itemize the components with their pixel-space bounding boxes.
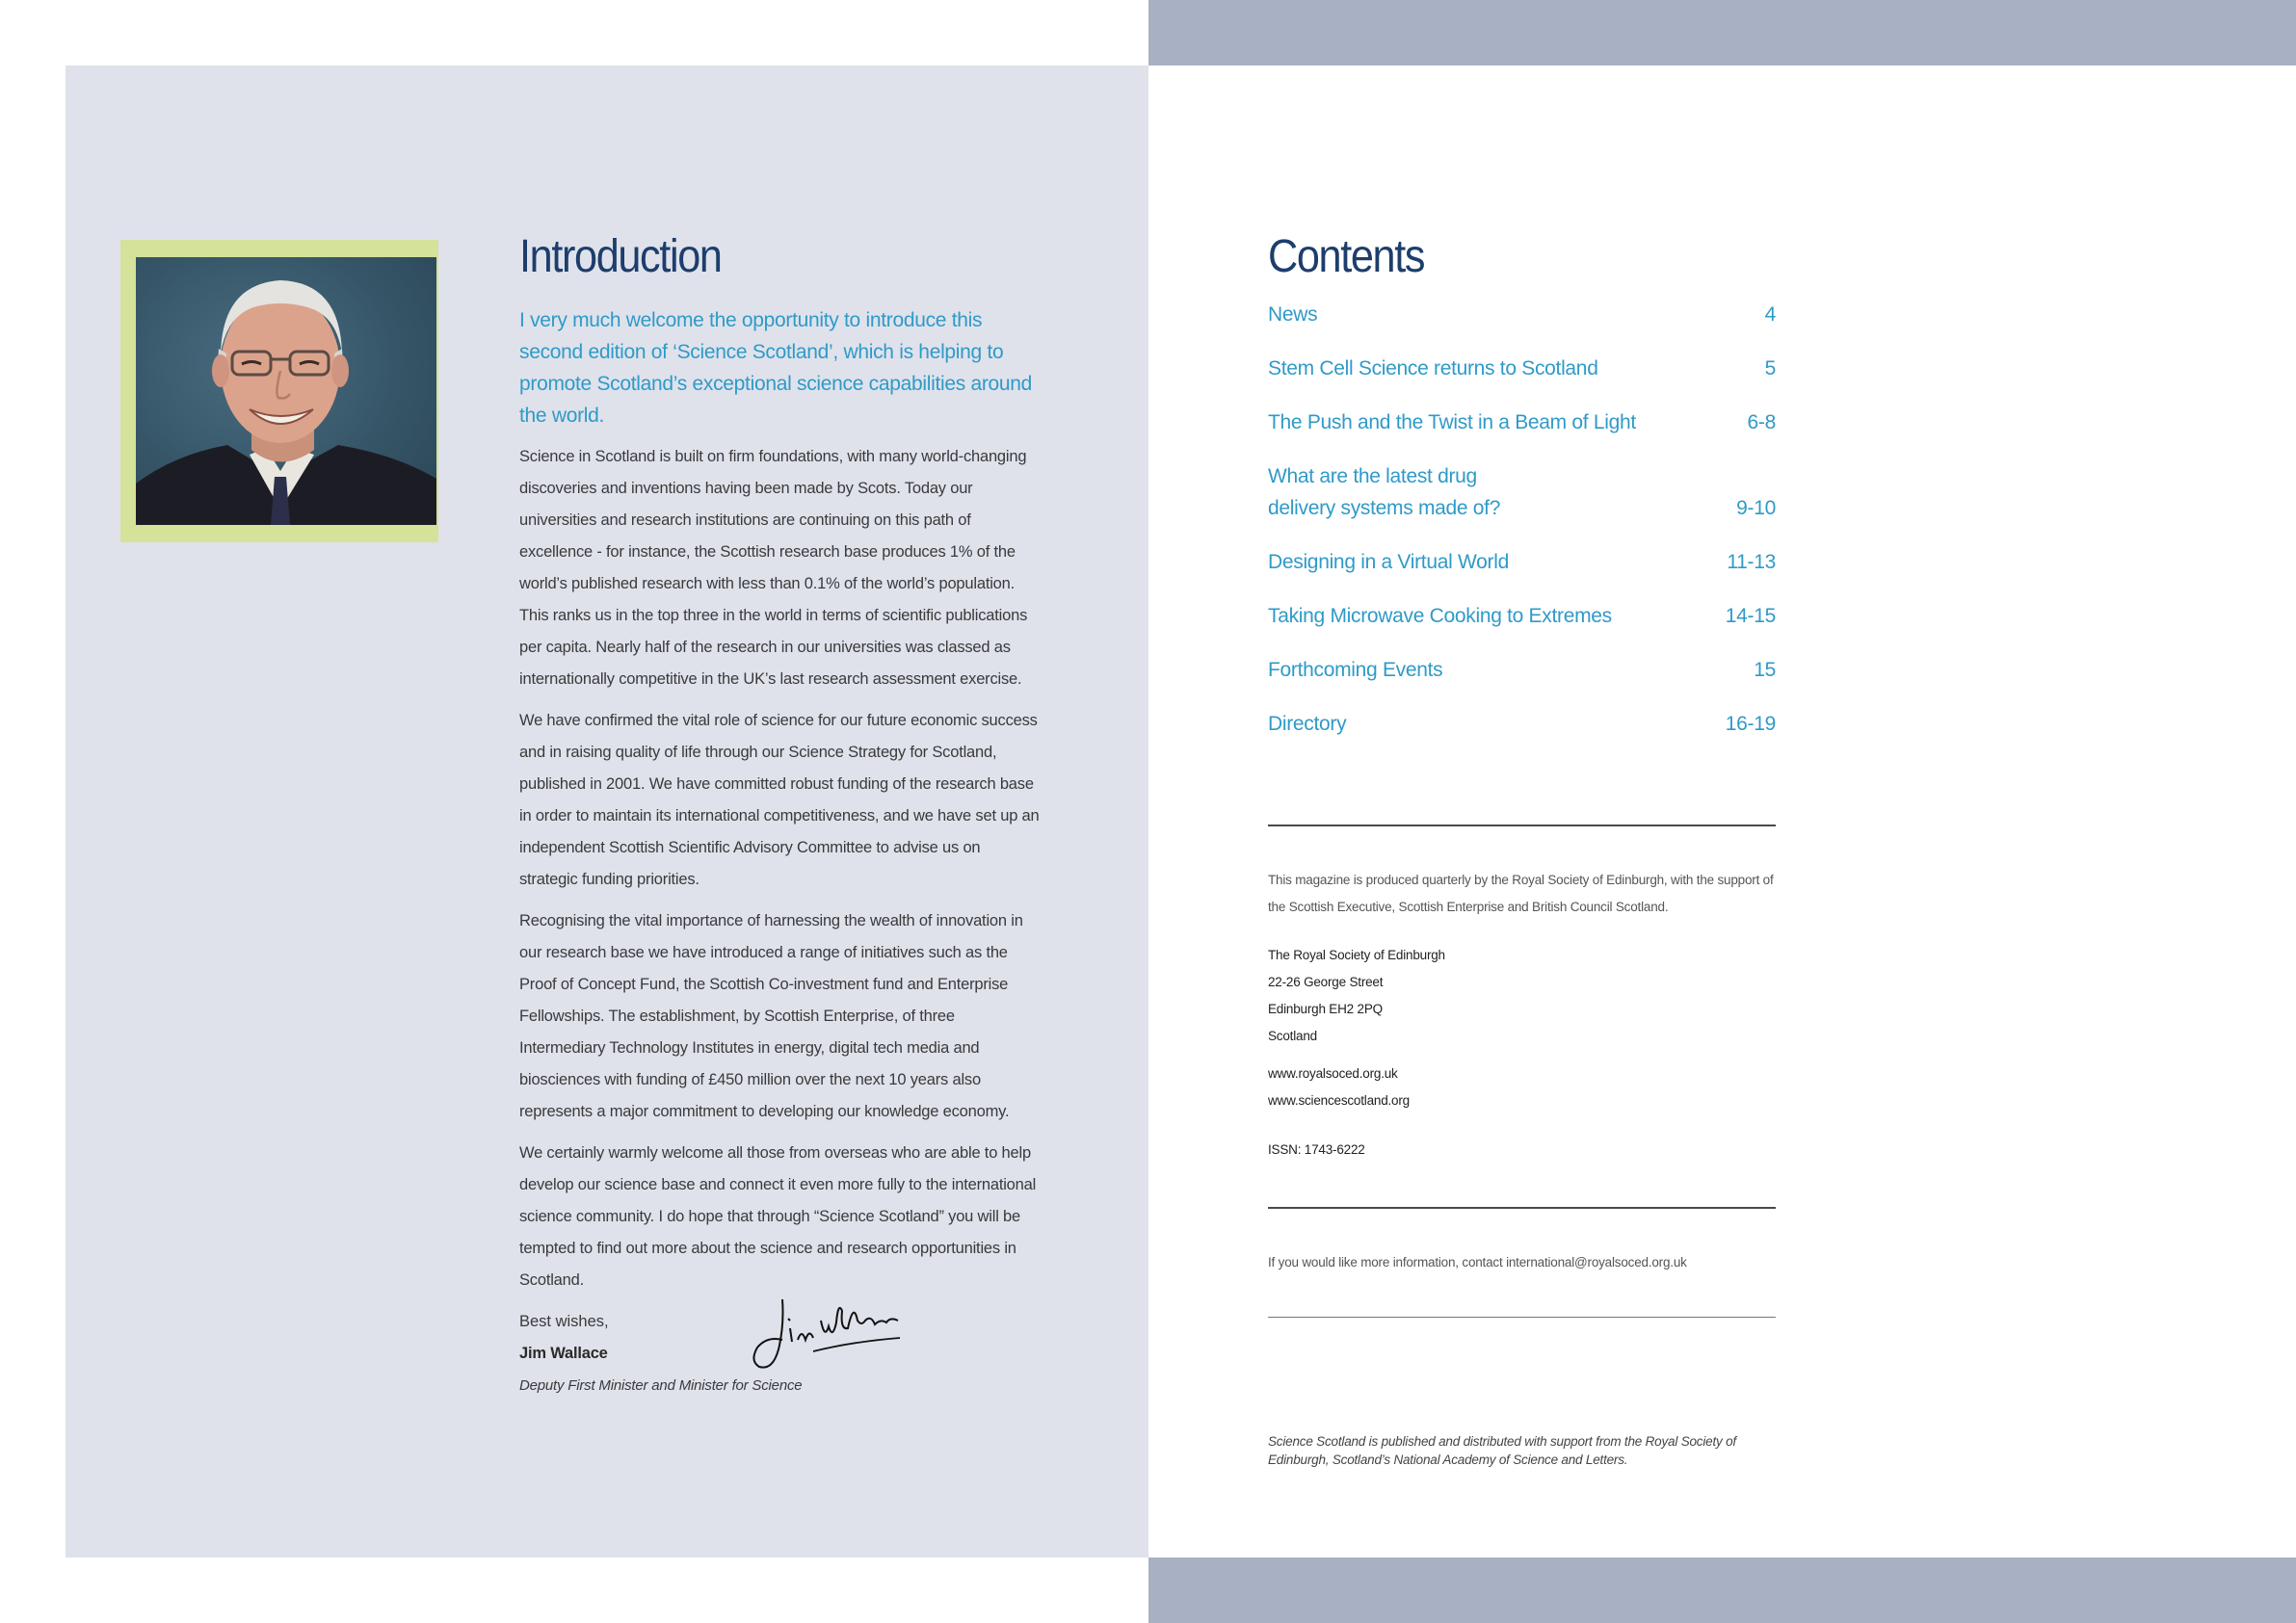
contents-item-pages: 11-13 xyxy=(1727,551,1776,573)
contents-item-title: Forthcoming Events xyxy=(1268,659,1443,681)
introduction-paragraph: We have confirmed the vital role of science for our future economic success and in raising quality of life through our Science Strategy for Scotland, published in 2001. We have committed robust funding of the research base in order to maintain its international competitiveness, and we have set up an independent Scottish Scientific Advisory Committee to advise us on strategic funding priorities. xyxy=(519,712,1040,888)
address-line: Edinburgh EH2 2PQ xyxy=(1268,1002,1383,1016)
contents-item-title: News xyxy=(1268,303,1318,326)
contents-item-pages: 15 xyxy=(1754,659,1776,681)
portrait-frame xyxy=(120,240,438,542)
contents-item[interactable] xyxy=(1268,353,1776,384)
introduction-title: Introduction xyxy=(519,231,722,282)
website-link[interactable]: www.sciencescotland.org xyxy=(1268,1093,1410,1108)
contents-item-title: Taking Microwave Cooking to Extremes xyxy=(1268,605,1612,627)
contents-item[interactable] xyxy=(1268,708,1776,740)
contents-item[interactable] xyxy=(1268,406,1776,438)
handwritten-signature xyxy=(746,1282,910,1378)
website-list xyxy=(1268,1060,1410,1114)
introduction-lead: I very much welcome the opportunity to introduce this second edition of ‘Science Scotland’, which is helping to promote Scotland’s exceptional science capabilities around the world. xyxy=(519,309,1033,427)
divider-line xyxy=(1268,1207,1776,1209)
contents-item[interactable] xyxy=(1268,600,1776,632)
closing-text: Best wishes, xyxy=(519,1313,609,1330)
contents-item-title: Directory xyxy=(1268,713,1347,735)
divider-line xyxy=(1268,825,1776,826)
address-line: Scotland xyxy=(1268,1029,1317,1043)
contents-item-pages: 6-8 xyxy=(1747,411,1776,433)
portrait-photo xyxy=(136,257,436,525)
address-line: 22-26 George Street xyxy=(1268,975,1384,989)
contents-item-pages: 9-10 xyxy=(1736,497,1776,519)
contents-item-title: Stem Cell Science returns to Scotland xyxy=(1268,357,1598,380)
contents-item-pages: 14-15 xyxy=(1725,605,1776,627)
contents-item[interactable] xyxy=(1268,299,1776,330)
contents-item-pages: 5 xyxy=(1764,357,1776,380)
publisher-address xyxy=(1268,942,1776,1050)
address-line: The Royal Society of Edinburgh xyxy=(1268,948,1445,962)
divider-line xyxy=(1268,1317,1776,1318)
right-page-top-bar xyxy=(1148,0,2296,65)
footer-note: Science Scotland is published and distributed with support from the Royal Society of Edinburgh, Scotland’s National Academy of Science and Letters. xyxy=(1268,1434,1736,1467)
contents-item-pages: 16-19 xyxy=(1725,713,1776,735)
contents-item-pages: 4 xyxy=(1764,303,1776,326)
author-name: Jim Wallace xyxy=(519,1345,608,1362)
introduction-paragraph: Science in Scotland is built on firm foundations, with many world-changing discoveries and inventions having been made by Scots. Today our universities and research institutions are continuing on this path of excellence - for instance, the Scottish research base produces 1% of the world’s published research with less than 0.1% of the world’s population. This ranks us in the top three in the world in terms of scientific publications per capita. Nearly half of the research in our universities was classed as internationally competitive in the UK’s last research assessment exercise. xyxy=(519,448,1028,688)
introduction-paragraph: We certainly warmly welcome all those from overseas who are able to help develop our science base and connect it even more fully to the international science community. I do hope that through “Science Scotland” you will be tempted to find out more about the science and research opportunities in Scotland. xyxy=(519,1144,1037,1289)
right-page-bottom-bar xyxy=(1148,1558,2296,1623)
contents-list xyxy=(1268,299,1776,740)
contents-section xyxy=(1268,229,1776,762)
contact-info: If you would like more information, contact international@royalsoced.org.uk xyxy=(1268,1255,1687,1270)
contents-item-title: What are the latest drug delivery systems made of? xyxy=(1268,465,1501,519)
introduction-paragraph: Recognising the vital importance of harnessing the wealth of innovation in our research base we have introduced a range of initiatives such as the Proof of Concept Fund, the Scottish Co-investment fund and Enterprise Fellowships. The establishment, by Scottish Enterprise, of three Intermediary Technology Institutes in energy, digital tech media and biosciences with funding of £450 million over the next 10 years also represents a major commitment to developing our knowledge economy. xyxy=(519,912,1023,1120)
introduction-section xyxy=(519,229,1040,1401)
contents-item-title: The Push and the Twist in a Beam of Light xyxy=(1268,411,1636,433)
contents-item[interactable] xyxy=(1268,460,1776,524)
contents-item[interactable] xyxy=(1268,654,1776,686)
contents-item[interactable] xyxy=(1268,546,1776,578)
contents-title: Contents xyxy=(1268,231,1425,282)
website-link[interactable]: www.royalsoced.org.uk xyxy=(1268,1066,1398,1081)
issn-number: ISSN: 1743-6222 xyxy=(1268,1142,1365,1157)
author-role: Deputy First Minister and Minister for Science xyxy=(519,1377,803,1394)
publisher-info: This magazine is produced quarterly by the Royal Society of Edinburgh, with the support of the Scottish Executive, Scottish Enterprise and British Council Scotland. xyxy=(1268,873,1774,914)
contents-item-title: Designing in a Virtual World xyxy=(1268,551,1509,573)
signoff-block xyxy=(519,1306,1040,1401)
